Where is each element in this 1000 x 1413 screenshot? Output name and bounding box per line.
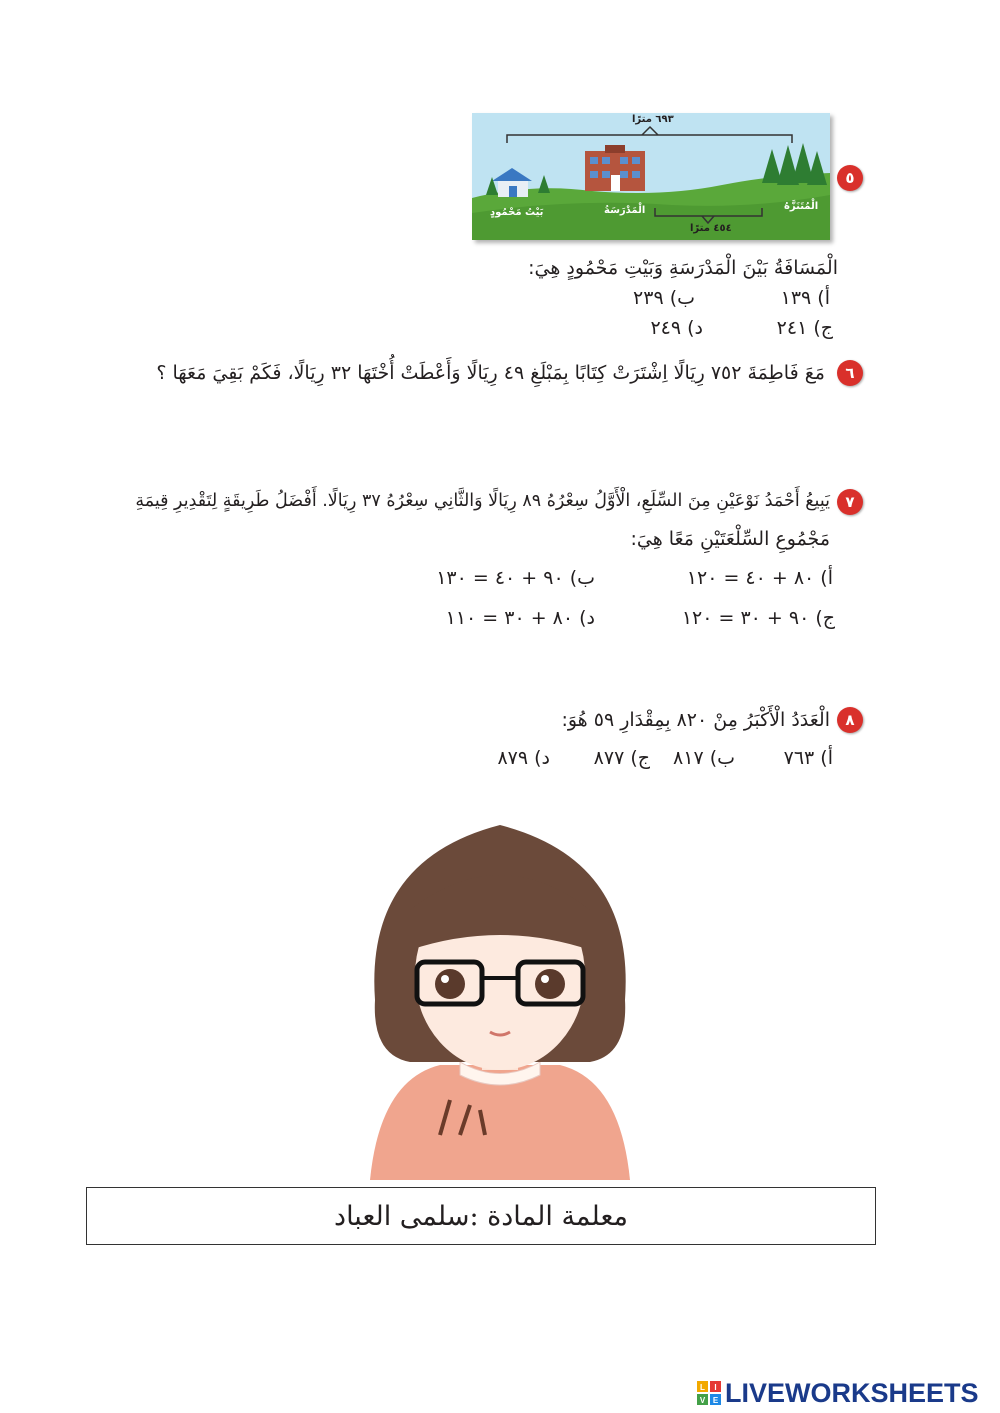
question-5-text: الْمَسَافَةُ بَيْنَ الْمَدْرَسَةِ وَبَيْتِ مَحْمُودٍ هِيَ:: [528, 257, 838, 279]
q8-option-d[interactable]: د) ٨٧٩: [497, 747, 550, 769]
q7-option-c[interactable]: ج) ٩٠ + ٣٠ = ١٢٠: [681, 607, 835, 629]
q5-option-d[interactable]: د) ٢٤٩: [650, 317, 703, 339]
q8-option-b[interactable]: ب) ٨١٧: [673, 747, 735, 769]
park-label: الْمُتَنَزَّهُ: [784, 201, 819, 212]
question-number-8: ٨: [837, 707, 863, 733]
bottom-distance-label: ٤٥٤ مترًا: [690, 223, 732, 234]
girl-with-glasses-icon: [310, 800, 690, 1180]
q8-option-c[interactable]: ج) ٨٧٧: [593, 747, 650, 769]
liveworksheets-logo-icon: [697, 1381, 721, 1405]
question-number-7: ٧: [837, 489, 863, 515]
logo-letter-i: I: [714, 1383, 717, 1392]
question-7-text-line1: يَبِيعُ أَحْمَدُ نَوْعَيْنِ مِنَ السِّلَعِ، الْأَوَّلُ سِعْرُهُ ٨٩ رِيَالًا وَالثَّانِي سِعْرُهُ ٣٧ رِيَالًا. أَفْضَلُ طَرِيقَةٍ لِتَقْدِيرِ قِيمَةِ: [135, 491, 830, 511]
question-number-5: ٥: [837, 165, 863, 191]
q7-option-a[interactable]: أ) ٨٠ + ٤٠ = ١٢٠: [686, 567, 833, 589]
school-distance-illustration: [472, 113, 830, 240]
logo-letter-e: E: [712, 1396, 719, 1405]
teacher-name-box: [86, 1187, 876, 1245]
liveworksheets-logo[interactable]: [697, 1378, 979, 1408]
distance-diagram: [472, 113, 830, 240]
brand-name: LIVEWORKSHEETS: [725, 1377, 979, 1408]
q8-option-a[interactable]: أ) ٧٦٣: [783, 747, 833, 769]
question-number-6: ٦: [837, 360, 863, 386]
teacher-name: معلمة المادة :سلمى العباد: [334, 1200, 628, 1232]
q5-option-a[interactable]: أ) ١٣٩: [780, 287, 830, 309]
logo-letter-v: V: [699, 1396, 706, 1405]
q5-option-b[interactable]: ب) ٢٣٩: [633, 287, 695, 309]
question-7-text-line2: مَجْمُوعِ السِّلْعَتَيْنِ مَعًا هِيَ:: [630, 528, 830, 550]
logo-letter-l: L: [700, 1383, 705, 1392]
q7-option-d[interactable]: د) ٨٠ + ٣٠ = ١١٠: [445, 607, 595, 629]
home-label: بَيْتُ مَحْمُودٍ: [490, 207, 544, 218]
teacher-avatar-illustration: [310, 800, 690, 1180]
q6-answer-area[interactable]: [200, 400, 820, 470]
top-distance-label: ٦٩٣ مترًا: [632, 114, 674, 125]
q5-option-c[interactable]: ج) ٢٤١: [776, 317, 833, 339]
school-building-icon: [585, 145, 645, 191]
q7-option-b[interactable]: ب) ٩٠ + ٤٠ = ١٣٠: [436, 567, 595, 589]
school-label: الْمَدْرَسَةُ: [604, 205, 646, 216]
question-8-text: الْعَدَدُ الْأَكْبَرُ مِنْ ٨٢٠ بِمِقْدَارِ ٥٩ هُوَ:: [561, 709, 830, 731]
question-6-text: مَعَ فَاطِمَةَ ٧٥٢ رِيَالًا اِشْتَرَتْ كِتَابًا بِمَبْلَغِ ٤٩ رِيَالًا وَأَعْطَتْ أُخْتَهَا ٣٢ رِيَالًا، فَكَمْ بَقِيَ مَعَهَا ؟: [156, 362, 825, 384]
